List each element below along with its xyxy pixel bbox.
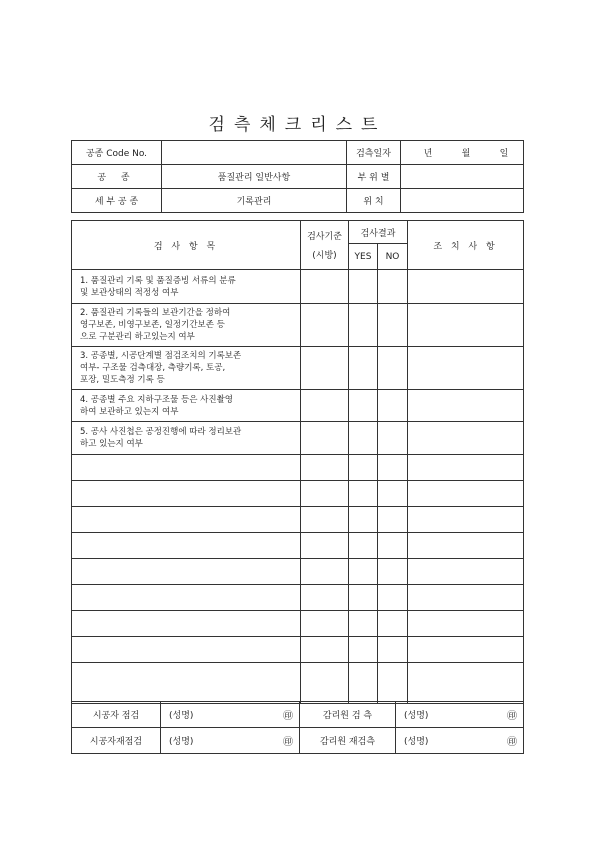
yes-cell[interactable] bbox=[349, 422, 378, 455]
criteria-cell[interactable] bbox=[301, 585, 349, 611]
table-row bbox=[72, 507, 524, 533]
table-row bbox=[72, 390, 524, 422]
result-header: 검사결과 bbox=[349, 221, 408, 244]
no-cell[interactable] bbox=[378, 481, 408, 507]
seal-icon: ㊞ bbox=[507, 711, 517, 722]
sub-work-field[interactable]: 기록관리 bbox=[162, 189, 347, 213]
sub-work-label: 세 부 공 종 bbox=[72, 189, 162, 213]
no-cell[interactable] bbox=[378, 270, 408, 304]
item-text: 3. 공종별, 시공단계별 점검조치의 기록보존 여부- 구조물 검측대장, 측량기록, 토공, 포장, 밀도측정 기록 등 bbox=[80, 351, 242, 385]
criteria-cell[interactable] bbox=[301, 611, 349, 637]
no-cell[interactable] bbox=[378, 663, 408, 704]
contractor-signature-field[interactable] bbox=[161, 702, 300, 728]
item-cell[interactable] bbox=[72, 481, 301, 507]
part-field[interactable] bbox=[401, 165, 524, 189]
table-row bbox=[72, 559, 524, 585]
contractor-recheck-signature-field[interactable] bbox=[161, 728, 300, 754]
yes-cell[interactable] bbox=[349, 585, 378, 611]
seal-icon: ㊞ bbox=[283, 737, 293, 748]
criteria-header bbox=[301, 221, 349, 270]
table-row bbox=[72, 455, 524, 481]
criteria-cell[interactable] bbox=[301, 507, 349, 533]
action-cell[interactable] bbox=[408, 481, 524, 507]
no-cell[interactable] bbox=[378, 507, 408, 533]
no-cell[interactable] bbox=[378, 533, 408, 559]
yes-cell[interactable] bbox=[349, 347, 378, 390]
year-label: 년 bbox=[423, 149, 433, 159]
no-cell[interactable] bbox=[378, 347, 408, 390]
info-table bbox=[71, 140, 524, 213]
action-cell[interactable] bbox=[408, 585, 524, 611]
action-cell[interactable] bbox=[408, 422, 524, 455]
criteria-cell[interactable] bbox=[301, 455, 349, 481]
seal-icon: ㊞ bbox=[283, 711, 293, 722]
yes-cell[interactable] bbox=[349, 611, 378, 637]
yes-cell[interactable] bbox=[349, 637, 378, 663]
action-cell[interactable] bbox=[408, 559, 524, 585]
table-row bbox=[72, 304, 524, 347]
signature-table bbox=[71, 701, 524, 754]
no-cell[interactable] bbox=[378, 390, 408, 422]
item-cell[interactable] bbox=[72, 455, 301, 481]
action-cell[interactable] bbox=[408, 663, 524, 704]
contractor-check-label: 시공자 점검 bbox=[72, 702, 161, 728]
criteria-label: 검사기준 bbox=[307, 232, 342, 242]
info-row-code bbox=[72, 141, 524, 165]
table-row bbox=[72, 347, 524, 390]
criteria-cell[interactable] bbox=[301, 270, 349, 304]
inspection-date-field[interactable] bbox=[401, 141, 524, 165]
checklist-table bbox=[71, 220, 524, 704]
item-cell[interactable] bbox=[72, 559, 301, 585]
criteria-sub-label: (시방) bbox=[312, 251, 337, 261]
criteria-cell[interactable] bbox=[301, 481, 349, 507]
no-cell[interactable] bbox=[378, 611, 408, 637]
table-row bbox=[72, 481, 524, 507]
action-cell[interactable] bbox=[408, 611, 524, 637]
name-placeholder: (성명) bbox=[169, 711, 194, 721]
work-type-field[interactable]: 품질관리 일반사항 bbox=[162, 165, 347, 189]
action-cell[interactable] bbox=[408, 347, 524, 390]
yes-header: YES bbox=[349, 244, 378, 270]
item-text: 4. 공종별 주요 지하구조물 등은 사진촬영 하여 보관하고 있는지 여부 bbox=[80, 394, 233, 417]
code-field[interactable] bbox=[162, 141, 347, 165]
no-cell[interactable] bbox=[378, 637, 408, 663]
item-cell[interactable] bbox=[72, 637, 301, 663]
yes-cell[interactable] bbox=[349, 481, 378, 507]
action-cell[interactable] bbox=[408, 304, 524, 347]
yes-cell[interactable] bbox=[349, 507, 378, 533]
day-label: 일 bbox=[499, 149, 509, 159]
action-cell[interactable] bbox=[408, 390, 524, 422]
supervisor-reinspection-label: 감리원 재검측 bbox=[300, 728, 396, 754]
info-row-sub-work bbox=[72, 189, 524, 213]
work-type-label: 공 종 bbox=[72, 165, 162, 189]
signature-row bbox=[72, 728, 524, 754]
criteria-cell[interactable] bbox=[301, 637, 349, 663]
empty-rows bbox=[72, 455, 524, 704]
name-placeholder: (성명) bbox=[169, 737, 194, 747]
table-row bbox=[72, 533, 524, 559]
table-row bbox=[72, 585, 524, 611]
table-row bbox=[72, 637, 524, 663]
table-row bbox=[72, 270, 524, 304]
month-label: 월 bbox=[461, 149, 471, 159]
yes-cell[interactable] bbox=[349, 390, 378, 422]
inspection-date-label: 검측일자 bbox=[347, 141, 401, 165]
page-title: 검측체크리스트 bbox=[208, 115, 387, 135]
no-header: NO bbox=[378, 244, 408, 270]
no-cell[interactable] bbox=[378, 304, 408, 347]
yes-cell[interactable] bbox=[349, 270, 378, 304]
criteria-cell[interactable] bbox=[301, 390, 349, 422]
no-cell[interactable] bbox=[378, 585, 408, 611]
no-cell[interactable] bbox=[378, 455, 408, 481]
yes-cell[interactable] bbox=[349, 455, 378, 481]
table-row bbox=[72, 663, 524, 704]
criteria-cell[interactable] bbox=[301, 347, 349, 390]
location-label: 위 치 bbox=[347, 189, 401, 213]
criteria-cell[interactable] bbox=[301, 422, 349, 455]
inspection-item-header: 검 사 항 목 bbox=[72, 221, 301, 270]
supervisor-reinspection-signature-field[interactable] bbox=[396, 728, 524, 754]
seal-icon: ㊞ bbox=[507, 737, 517, 748]
no-cell[interactable] bbox=[378, 422, 408, 455]
info-row-work-type bbox=[72, 165, 524, 189]
header-row bbox=[72, 221, 524, 244]
action-cell[interactable] bbox=[408, 270, 524, 304]
action-cell[interactable] bbox=[408, 455, 524, 481]
table-row bbox=[72, 611, 524, 637]
name-placeholder: (성명) bbox=[404, 737, 429, 747]
item-text: 5. 공사 사진첩은 공정진행에 따라 정리보관 하고 있는지 여부 bbox=[80, 427, 242, 449]
item-text: 1. 품질관리 기록 및 품질증빙 서류의 분류 및 보관상태의 적정성 여부 bbox=[80, 275, 236, 298]
location-field[interactable] bbox=[401, 189, 524, 213]
table-row bbox=[72, 422, 524, 455]
criteria-cell[interactable] bbox=[301, 559, 349, 585]
yes-cell[interactable] bbox=[349, 559, 378, 585]
contractor-recheck-label: 시공자재점검 bbox=[72, 728, 161, 754]
item-text: 2. 품질관리 기록들의 보관기간을 정하여 영구보존, 비영구보존, 일정기간보존 등 으로 구분관리 하고있는지 여부 bbox=[80, 308, 231, 342]
part-label: 부 위 별 bbox=[347, 165, 401, 189]
criteria-cell[interactable] bbox=[301, 663, 349, 704]
item-cell[interactable] bbox=[72, 611, 301, 637]
item-cell[interactable] bbox=[72, 585, 301, 611]
item-cell[interactable] bbox=[72, 507, 301, 533]
criteria-cell[interactable] bbox=[301, 304, 349, 347]
criteria-cell[interactable] bbox=[301, 533, 349, 559]
action-cell[interactable] bbox=[408, 507, 524, 533]
yes-cell[interactable] bbox=[349, 304, 378, 347]
yes-cell[interactable] bbox=[349, 663, 378, 704]
item-cell[interactable] bbox=[72, 663, 301, 704]
no-cell[interactable] bbox=[378, 559, 408, 585]
code-label: 공종 Code No. bbox=[72, 141, 162, 165]
supervisor-signature-field[interactable] bbox=[396, 702, 524, 728]
action-cell[interactable] bbox=[408, 637, 524, 663]
supervisor-inspection-label: 감리원 검 측 bbox=[300, 702, 396, 728]
item-cell[interactable] bbox=[72, 533, 301, 559]
yes-cell[interactable] bbox=[349, 533, 378, 559]
name-placeholder: (성명) bbox=[404, 711, 429, 721]
action-cell[interactable] bbox=[408, 533, 524, 559]
signature-row bbox=[72, 702, 524, 728]
action-header: 조 치 사 항 bbox=[408, 221, 524, 270]
